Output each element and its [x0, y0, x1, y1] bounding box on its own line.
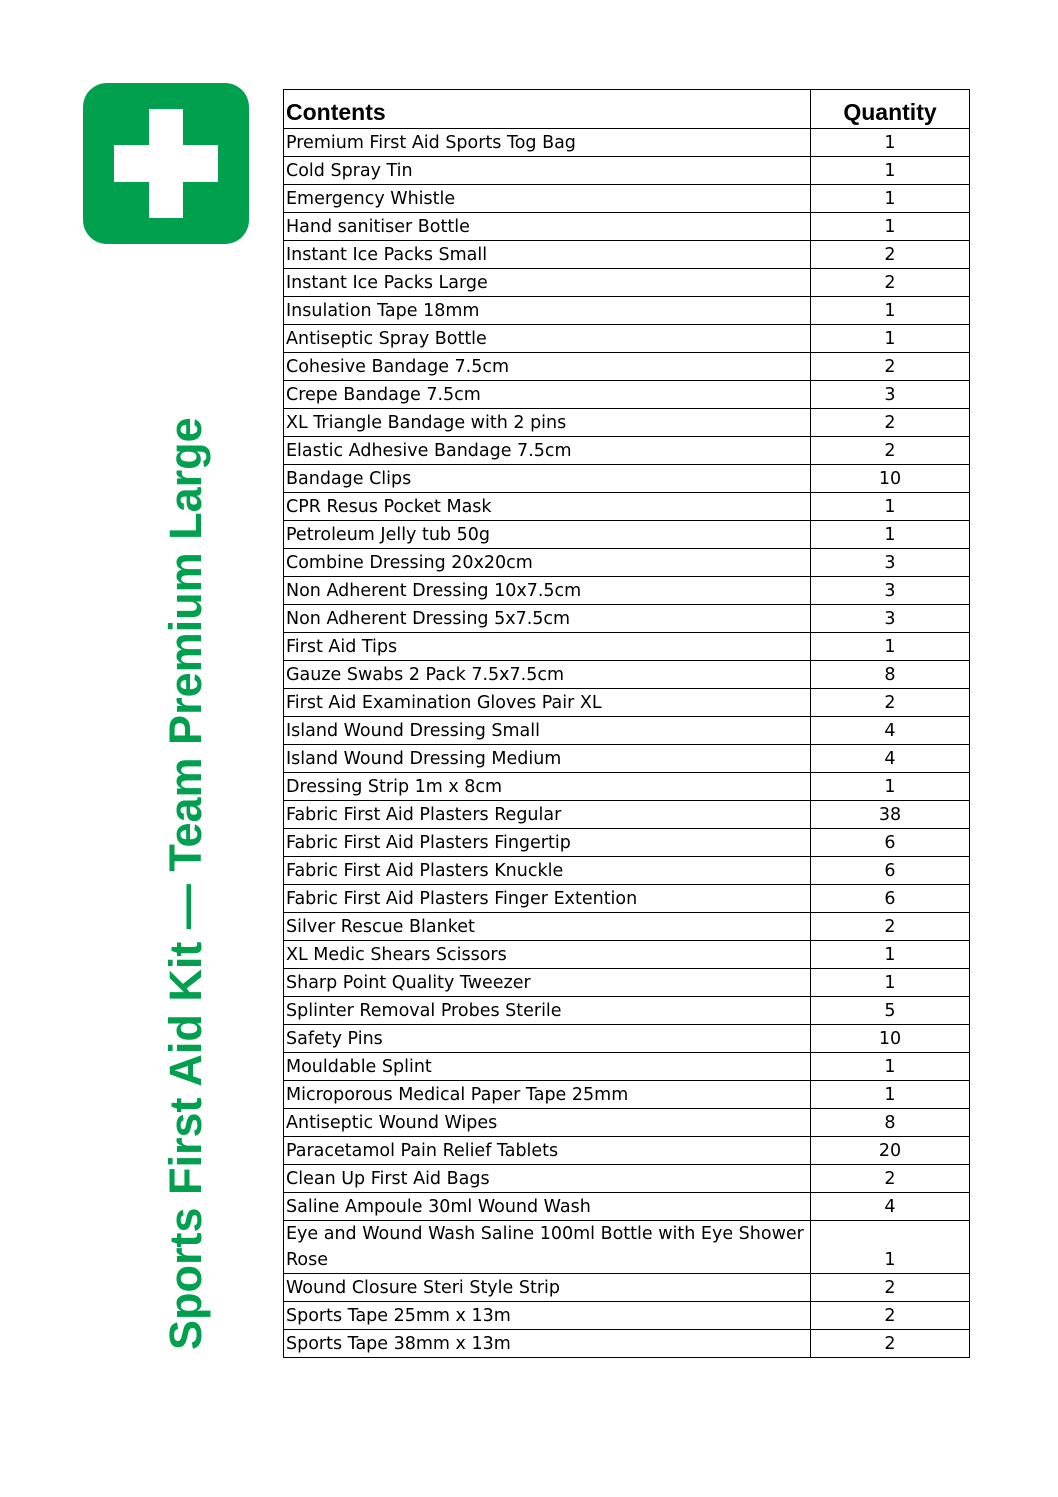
item-name: Instant Ice Packs Large — [284, 269, 811, 297]
table-row — [284, 1330, 970, 1358]
header-quantity: Quantity — [811, 90, 970, 129]
table-row — [284, 325, 970, 353]
item-quantity: 1 — [811, 773, 970, 801]
item-name: Hand sanitiser Bottle — [284, 213, 811, 241]
table-row — [284, 1302, 970, 1330]
item-quantity: 2 — [811, 241, 970, 269]
table-row — [284, 885, 970, 913]
table-row — [284, 1274, 970, 1302]
item-name: Bandage Clips — [284, 465, 811, 493]
item-name: Fabric First Aid Plasters Finger Extention — [284, 885, 811, 913]
table-row — [284, 1081, 970, 1109]
item-name: Paracetamol Pain Relief Tablets — [284, 1137, 811, 1165]
table-row — [284, 745, 970, 773]
item-name: Non Adherent Dressing 5x7.5cm — [284, 605, 811, 633]
item-quantity: 1 — [811, 1221, 970, 1274]
item-quantity: 1 — [811, 157, 970, 185]
table-row — [284, 157, 970, 185]
item-name: Splinter Removal Probes Sterile — [284, 997, 811, 1025]
item-name: Cohesive Bandage 7.5cm — [284, 353, 811, 381]
item-quantity: 3 — [811, 381, 970, 409]
table-body — [284, 129, 970, 1358]
item-quantity: 1 — [811, 325, 970, 353]
table-header-row — [284, 90, 970, 129]
table-row — [284, 941, 970, 969]
table-row — [284, 801, 970, 829]
item-name: Crepe Bandage 7.5cm — [284, 381, 811, 409]
table-row — [284, 773, 970, 801]
item-quantity: 1 — [811, 521, 970, 549]
item-quantity: 1 — [811, 493, 970, 521]
item-name: Mouldable Splint — [284, 1053, 811, 1081]
table-row — [284, 857, 970, 885]
item-name: Sports Tape 25mm x 13m — [284, 1302, 811, 1330]
item-quantity: 10 — [811, 465, 970, 493]
table-row — [284, 717, 970, 745]
table-row — [284, 1053, 970, 1081]
table-row — [284, 1221, 970, 1274]
table-row — [284, 353, 970, 381]
item-name: Clean Up First Aid Bags — [284, 1165, 811, 1193]
item-quantity: 2 — [811, 1165, 970, 1193]
item-name: Wound Closure Steri Style Strip — [284, 1274, 811, 1302]
item-quantity: 2 — [811, 1274, 970, 1302]
table-row — [284, 521, 970, 549]
item-quantity: 8 — [811, 661, 970, 689]
item-quantity: 2 — [811, 269, 970, 297]
table-row — [284, 997, 970, 1025]
item-quantity: 8 — [811, 1109, 970, 1137]
item-name: Fabric First Aid Plasters Knuckle — [284, 857, 811, 885]
item-quantity: 3 — [811, 577, 970, 605]
item-name: Combine Dressing 20x20cm — [284, 549, 811, 577]
item-name: XL Triangle Bandage with 2 pins — [284, 409, 811, 437]
first-aid-cross-icon — [83, 83, 249, 244]
item-quantity: 1 — [811, 969, 970, 997]
page-title: Sports First Aid Kit — Team Premium Large — [160, 417, 211, 1350]
table-row — [284, 969, 970, 997]
table-row — [284, 661, 970, 689]
item-quantity: 1 — [811, 129, 970, 157]
item-name: XL Medic Shears Scissors — [284, 941, 811, 969]
item-name: Fabric First Aid Plasters Regular — [284, 801, 811, 829]
item-quantity: 6 — [811, 857, 970, 885]
item-name: Antiseptic Wound Wipes — [284, 1109, 811, 1137]
item-name: CPR Resus Pocket Mask — [284, 493, 811, 521]
item-name: Cold Spray Tin — [284, 157, 811, 185]
item-name: Antiseptic Spray Bottle — [284, 325, 811, 353]
item-name: Saline Ampoule 30ml Wound Wash — [284, 1193, 811, 1221]
item-quantity: 2 — [811, 437, 970, 465]
table-row — [284, 829, 970, 857]
item-quantity: 2 — [811, 913, 970, 941]
item-name: Instant Ice Packs Small — [284, 241, 811, 269]
item-quantity: 20 — [811, 1137, 970, 1165]
table-row — [284, 129, 970, 157]
item-name: Non Adherent Dressing 10x7.5cm — [284, 577, 811, 605]
table-row — [284, 605, 970, 633]
item-quantity: 38 — [811, 801, 970, 829]
table-row — [284, 241, 970, 269]
table-row — [284, 549, 970, 577]
item-name: Eye and Wound Wash Saline 100ml Bottle with Eye Shower Rose — [284, 1221, 811, 1274]
item-quantity: 10 — [811, 1025, 970, 1053]
item-quantity: 2 — [811, 353, 970, 381]
item-name: First Aid Examination Gloves Pair XL — [284, 689, 811, 717]
table-row — [284, 633, 970, 661]
item-name: Elastic Adhesive Bandage 7.5cm — [284, 437, 811, 465]
item-quantity: 1 — [811, 297, 970, 325]
table-row — [284, 1193, 970, 1221]
item-quantity: 2 — [811, 409, 970, 437]
item-name: Island Wound Dressing Medium — [284, 745, 811, 773]
item-quantity: 4 — [811, 745, 970, 773]
item-name: Sharp Point Quality Tweezer — [284, 969, 811, 997]
item-name: Fabric First Aid Plasters Fingertip — [284, 829, 811, 857]
header-contents: Contents — [284, 90, 811, 129]
table-row — [284, 213, 970, 241]
item-quantity: 5 — [811, 997, 970, 1025]
item-name: Premium First Aid Sports Tog Bag — [284, 129, 811, 157]
contents-table — [283, 89, 970, 1358]
table-row — [284, 269, 970, 297]
item-quantity: 2 — [811, 1330, 970, 1358]
item-quantity: 1 — [811, 185, 970, 213]
item-name: Petroleum Jelly tub 50g — [284, 521, 811, 549]
table-row — [284, 913, 970, 941]
item-quantity: 1 — [811, 1053, 970, 1081]
table-row — [284, 493, 970, 521]
item-name: Sports Tape 38mm x 13m — [284, 1330, 811, 1358]
item-quantity: 1 — [811, 213, 970, 241]
table-row — [284, 185, 970, 213]
item-quantity: 3 — [811, 605, 970, 633]
table-row — [284, 1165, 970, 1193]
item-name: First Aid Tips — [284, 633, 811, 661]
item-name: Gauze Swabs 2 Pack 7.5x7.5cm — [284, 661, 811, 689]
item-quantity: 2 — [811, 689, 970, 717]
item-quantity: 3 — [811, 549, 970, 577]
item-quantity: 6 — [811, 829, 970, 857]
item-name: Silver Rescue Blanket — [284, 913, 811, 941]
item-name: Insulation Tape 18mm — [284, 297, 811, 325]
item-quantity: 4 — [811, 1193, 970, 1221]
table-row — [284, 1137, 970, 1165]
table-row — [284, 1109, 970, 1137]
cross-horizontal-bar — [114, 145, 218, 182]
item-quantity: 6 — [811, 885, 970, 913]
table-row — [284, 437, 970, 465]
item-name: Island Wound Dressing Small — [284, 717, 811, 745]
item-name: Emergency Whistle — [284, 185, 811, 213]
item-quantity: 4 — [811, 717, 970, 745]
item-name: Safety Pins — [284, 1025, 811, 1053]
item-name: Dressing Strip 1m x 8cm — [284, 773, 811, 801]
table-row — [284, 577, 970, 605]
item-name: Microporous Medical Paper Tape 25mm — [284, 1081, 811, 1109]
table-row — [284, 689, 970, 717]
item-quantity: 1 — [811, 1081, 970, 1109]
item-quantity: 1 — [811, 941, 970, 969]
table-row — [284, 409, 970, 437]
table-row — [284, 297, 970, 325]
table-row — [284, 381, 970, 409]
item-quantity: 2 — [811, 1302, 970, 1330]
table-row — [284, 1025, 970, 1053]
table-row — [284, 465, 970, 493]
item-quantity: 1 — [811, 633, 970, 661]
